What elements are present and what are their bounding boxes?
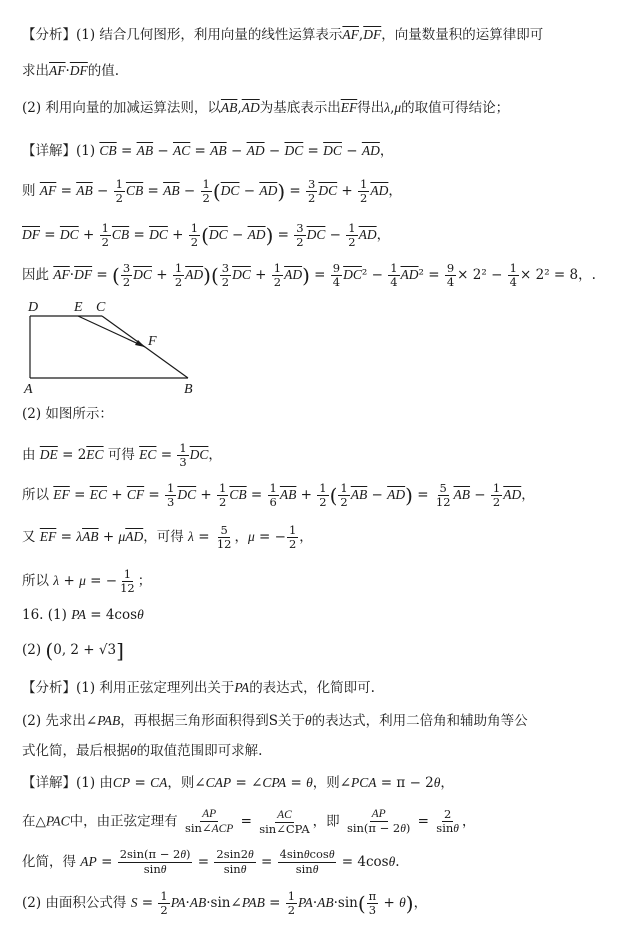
line-11: 又 $\overline{EF} = \lambda\overline{AB} + \mu\overline{AD}$，可得 λ = $\frac{5}{12}$ ，μ = − $\frac{1}{2}$ ， bbox=[22, 523, 313, 551]
line-2: 求出$\overline{AF}\cdot\overline{DF}$的值. bbox=[22, 63, 120, 79]
trapezoid-figure bbox=[18, 298, 218, 398]
line-17: 式化简，最后根据θ的取值范围即可求解. bbox=[22, 743, 263, 759]
line-5: 则 $\overline{AF} = \overline{AB}$ − $\frac{1}{2}$ $\overline{CB} = \overline{AB}$ − $\frac{1}{2}$ $(\overline{DC} - \overline{AD})$ = $\frac{3}{2}$ $\overline{DC}$ + $\frac{1}{2}$ $\overline{AD}$， bbox=[22, 177, 402, 205]
label-a: A bbox=[24, 382, 33, 397]
line-14: (2) (0, 2 + √3] bbox=[22, 638, 124, 663]
line-3: (2) 利用向量的加减运算法则，以$\overline{AB},\overline{AD}$为基底表示出$\overline{EF}$得出λ,μ的取值可得结论； bbox=[22, 100, 510, 116]
line-19: 在△PAC中，由正弦定理有 $\frac{AP}{\text{sin∠ACP}}$ = $\frac{AC}{\text{sin∠CPA}}$ ，即 $\frac{AP}{\sin(\pi - 2\theta)}$ = $\frac{2}{\sin\theta}$ ， bbox=[22, 807, 476, 836]
line-21: (2) 由面积公式得 S = $\frac{1}{2}$ PA·AB·sin∠PAB = $\frac{1}{2}$ PA·AB·sin( $\frac{\pi}{3}$ + θ)， bbox=[22, 889, 428, 917]
line-12: 所以 λ + μ = − $\frac{1}{12}$ ； bbox=[22, 567, 152, 595]
label-f: F bbox=[148, 334, 157, 349]
line-15: 【分析】(1) 利用正弦定理列出关于PA的表达式，化简即可. bbox=[22, 680, 375, 696]
label-e: E bbox=[74, 300, 83, 315]
label-b: B bbox=[184, 382, 193, 397]
line-9: 由 $\overline{DE} = 2\overline{EC}$ 可得 $\overline{EC}$ = $\frac{1}{3}$ $\overline{DC}$， bbox=[22, 441, 222, 469]
line-7: 因此 $\overline{AF}\cdot\overline{DF}$ = ( $\frac{3}{2}$ $\overline{DC}$ + $\frac{1}{2}$ $\overline{AD}$)( $\frac{3}{2}$ $\overline{DC}$ + $\frac{1}{2}$ $\overline{AD}$) = $\frac{9}{4}$ $\overline{DC}^2$ − $\frac{1}{4}$ $\overline{AD}^2$ = $\frac{9}{4}$ × 2² − $\frac{1}{4}$ × 2² = 8，. bbox=[22, 261, 596, 289]
line-18: 【详解】(1) 由CP = CA，则∠CAP = ∠CPA = θ，则∠PCA = π − 2θ， bbox=[22, 775, 454, 791]
line-8: (2) 如图所示： bbox=[22, 406, 113, 422]
line-6: $\overline{DF} = \overline{DC}$ + $\frac{1}{2}$ $\overline{CB} = \overline{DC}$ + $\frac{1}{2}$ $(\overline{DC} - \overline{AD})$ = $\frac{3}{2}$ $\overline{DC}$ − $\frac{1}{2}$ $\overline{AD}$， bbox=[22, 221, 391, 249]
line-13: 16. (1) PA = 4cosθ bbox=[22, 607, 144, 623]
line-16: (2) 先求出∠PAB，再根据三角形面积得到S关于θ的表达式，利用二倍角和辅助角等公 bbox=[22, 713, 528, 729]
line-20: 化简，得 AP = $\frac{2\sin(\pi - 2\theta)}{\sin\theta}$ = $\frac{2\sin 2\theta}{\sin\theta}$ = $\frac{4\sin\theta\cos\theta}{\sin\theta}$ = 4cosθ. bbox=[22, 847, 400, 876]
line-4: 【详解】(1) $\overline{CB} = \overline{AB} - \overline{AC} = \overline{AB} - \overline{AD} - \overline{DC} = \overline{DC} - \overline{AD}$， bbox=[22, 143, 394, 159]
segment-ef bbox=[78, 316, 145, 347]
label-d: D bbox=[28, 300, 39, 315]
line-1: 【分析】(1) 结合几何图形，利用向量的线性运算表示$\overline{AF},\overline{DF}$，向量数量积的运算律即可 bbox=[22, 27, 544, 43]
line-10: 所以 $\overline{EF} = \overline{EC} + \overline{CF}$ = $\frac{1}{3}$ $\overline{DC}$ + $\frac{1}{2}$ $\overline{CB}$ = $\frac{1}{6}$ $\overline{AB}$ + $\frac{1}{2}$ ( $\frac{1}{2}$ $\overline{AB} - \overline{AD}$) = $\frac{5}{12}$ $\overline{AB}$ − $\frac{1}{2}$ $\overline{AD}$， bbox=[22, 481, 535, 509]
label-c: C bbox=[96, 300, 106, 315]
